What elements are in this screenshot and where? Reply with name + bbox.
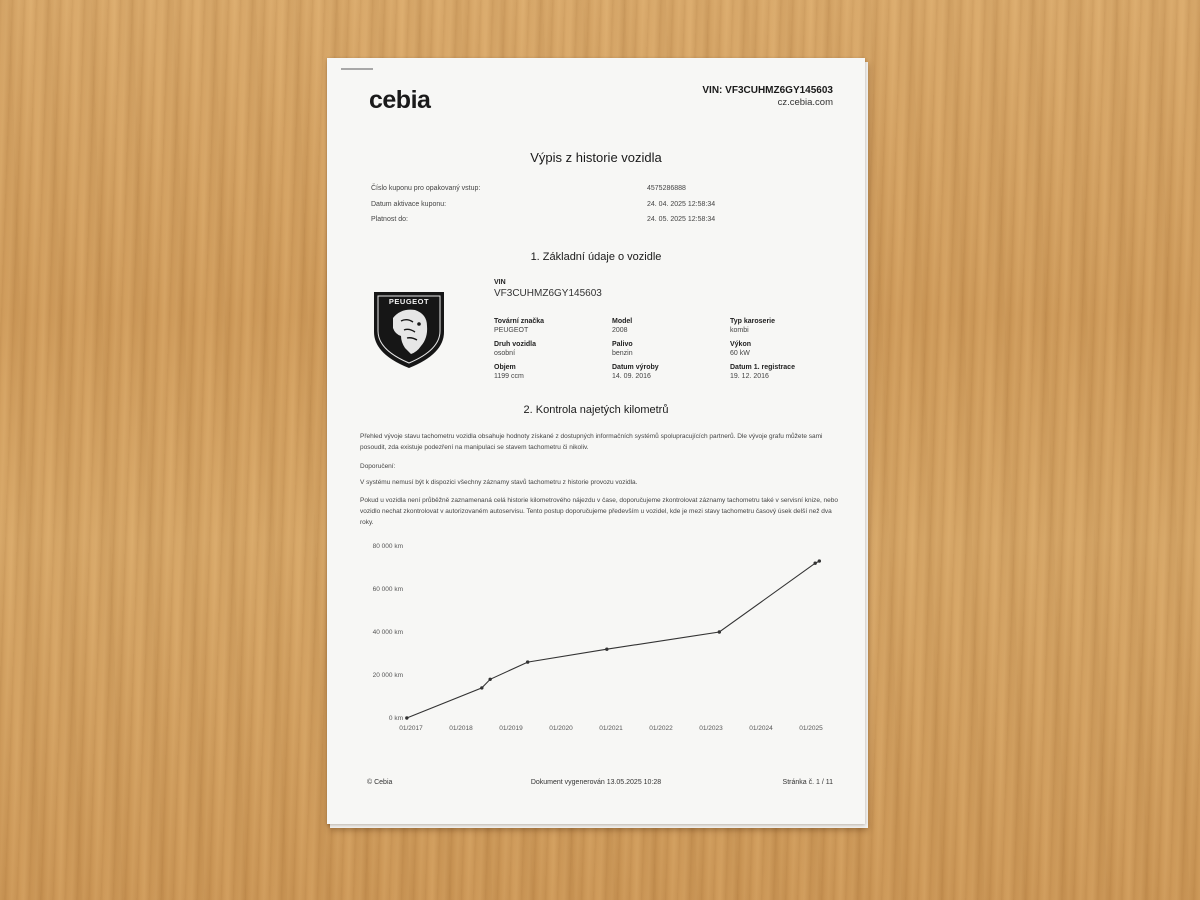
x-tick-label: 01/2024 (749, 725, 773, 732)
spec-brand (494, 317, 612, 335)
recommendation-detail-paragraph: Pokud u vozidla není průběžně zaznamenaná celá historie kilometrového nájezdu v čase, doporučujeme zkontrolovat záznamy tachometru také v servisní knize, nebo vozidlo nechat zkontrolovat v autorizovaném autoservisu. Tento postup doporučujeme především u vozidel, kde je mezi stavy tachometru časový úsek delší než dva roky. (360, 497, 839, 526)
spec-value: 2008 (612, 327, 628, 334)
section-heading-odometer: 2. Kontrola najetých kilometrů (523, 404, 669, 416)
odometer-data-point (818, 559, 821, 562)
odometer-data-point (526, 660, 529, 663)
x-tick-label: 01/2025 (799, 725, 823, 732)
spec-label: Tovární značka (494, 318, 545, 325)
spec-label: Typ karoserie (730, 318, 776, 325)
spec-value: 60 kW (730, 350, 750, 357)
odometer-data-point (405, 716, 408, 719)
spec-registration-date (730, 363, 848, 381)
spec-fuel (612, 340, 730, 358)
spec-model (612, 317, 730, 335)
spec-value: kombi (730, 327, 749, 334)
x-tick-label: 01/2017 (399, 725, 423, 732)
y-tick-label: 0 km (388, 715, 403, 722)
recommendation-paragraph: V systému nemusí být k dispozici všechny záznamy stavů tachometru z historie provozu vozidla. (360, 479, 638, 486)
x-tick-label: 01/2023 (699, 725, 723, 732)
document-title: Výpis z historie vozidla (530, 150, 662, 165)
y-tick-label: 80 000 km (372, 543, 403, 550)
odometer-data-point (813, 562, 816, 565)
spec-label: Model (612, 318, 633, 325)
x-tick-label: 01/2018 (449, 725, 473, 732)
footer-generated: Dokument vygenerován 13.05.2025 10:28 (530, 779, 662, 786)
odometer-data-point (488, 678, 491, 681)
vehicle-specs (494, 317, 854, 381)
cebia-logo: cebia (369, 86, 431, 114)
y-tick-label: 20 000 km (372, 672, 403, 679)
odometer-intro-paragraph: Přehled vývoje stavu tachometru vozidla obsahuje hodnoty získané z dostupných informačních systémů spolupracujících partnerů. Dle vývoje grafu můžete sami posoudit, zda existuje podezření na manipulaci se stavem tachometru či nikoliv. (360, 433, 823, 451)
spec-power (730, 340, 848, 358)
spec-label: Výkon (730, 341, 752, 348)
document-page (327, 58, 865, 824)
spec-label: Palivo (612, 341, 633, 348)
y-tick-label: 40 000 km (372, 629, 403, 636)
odometer-data-point (480, 686, 483, 689)
header-vin-block (702, 85, 833, 108)
spec-value: 14. 09. 2016 (612, 373, 651, 380)
spec-value: 19. 12. 2016 (730, 373, 769, 380)
coupon-value: 24. 05. 2025 12:58:34 (647, 216, 716, 224)
y-tick-label: 60 000 km (372, 586, 403, 593)
spec-value: benzin (612, 350, 633, 357)
coupon-row (371, 197, 771, 213)
coupon-label: Číslo kuponu pro opakovaný vstup: (371, 185, 481, 193)
footer-copyright: © Cebia (367, 779, 393, 786)
staple-mark (341, 68, 373, 70)
recommendation-label: Doporučení: (360, 463, 396, 470)
spec-label: Druh vozidla (494, 341, 537, 348)
spec-body-type (730, 317, 848, 335)
x-tick-label: 01/2022 (649, 725, 673, 732)
spec-label: Objem (494, 364, 516, 371)
odometer-series-line (407, 561, 820, 718)
odometer-data-point (718, 630, 721, 633)
coupon-info (371, 181, 771, 228)
spec-vehicle-kind (494, 340, 612, 358)
coupon-label: Datum aktivace kuponu: (371, 200, 447, 208)
x-tick-label: 01/2019 (499, 725, 523, 732)
odometer-chart (351, 538, 841, 738)
header-website: cz.cebia.com (777, 97, 833, 108)
vehicle-vin (494, 279, 602, 299)
coupon-row (371, 212, 771, 228)
coupon-row (371, 181, 771, 197)
spec-value: PEUGEOT (494, 327, 529, 334)
peugeot-logo (371, 288, 447, 370)
spec-value: 1199 ccm (494, 373, 524, 380)
spec-value: osobní (494, 350, 516, 357)
x-tick-label: 01/2020 (549, 725, 573, 732)
section-heading-basic-info: 1. Základní údaje o vozidle (530, 251, 662, 263)
coupon-value: 24. 04. 2025 12:58:34 (647, 200, 716, 208)
spec-label: Datum 1. registrace (730, 364, 795, 371)
coupon-value: 4575286888 (647, 185, 686, 193)
spec-label: Datum výroby (612, 364, 659, 371)
coupon-label: Platnost do: (371, 216, 408, 224)
header-vin: VIN: VF3CUHMZ6GY145603 (702, 85, 833, 96)
vin-value: VF3CUHMZ6GY145603 (494, 288, 602, 299)
footer-page-number: Stránka č. 1 / 11 (782, 779, 833, 786)
x-tick-label: 01/2021 (599, 725, 623, 732)
spec-displacement (494, 363, 612, 381)
spec-manufacture-date (612, 363, 730, 381)
vin-label: VIN (494, 279, 506, 286)
odometer-data-point (605, 648, 608, 651)
peugeot-logo-text: PEUGEOT (388, 297, 430, 306)
